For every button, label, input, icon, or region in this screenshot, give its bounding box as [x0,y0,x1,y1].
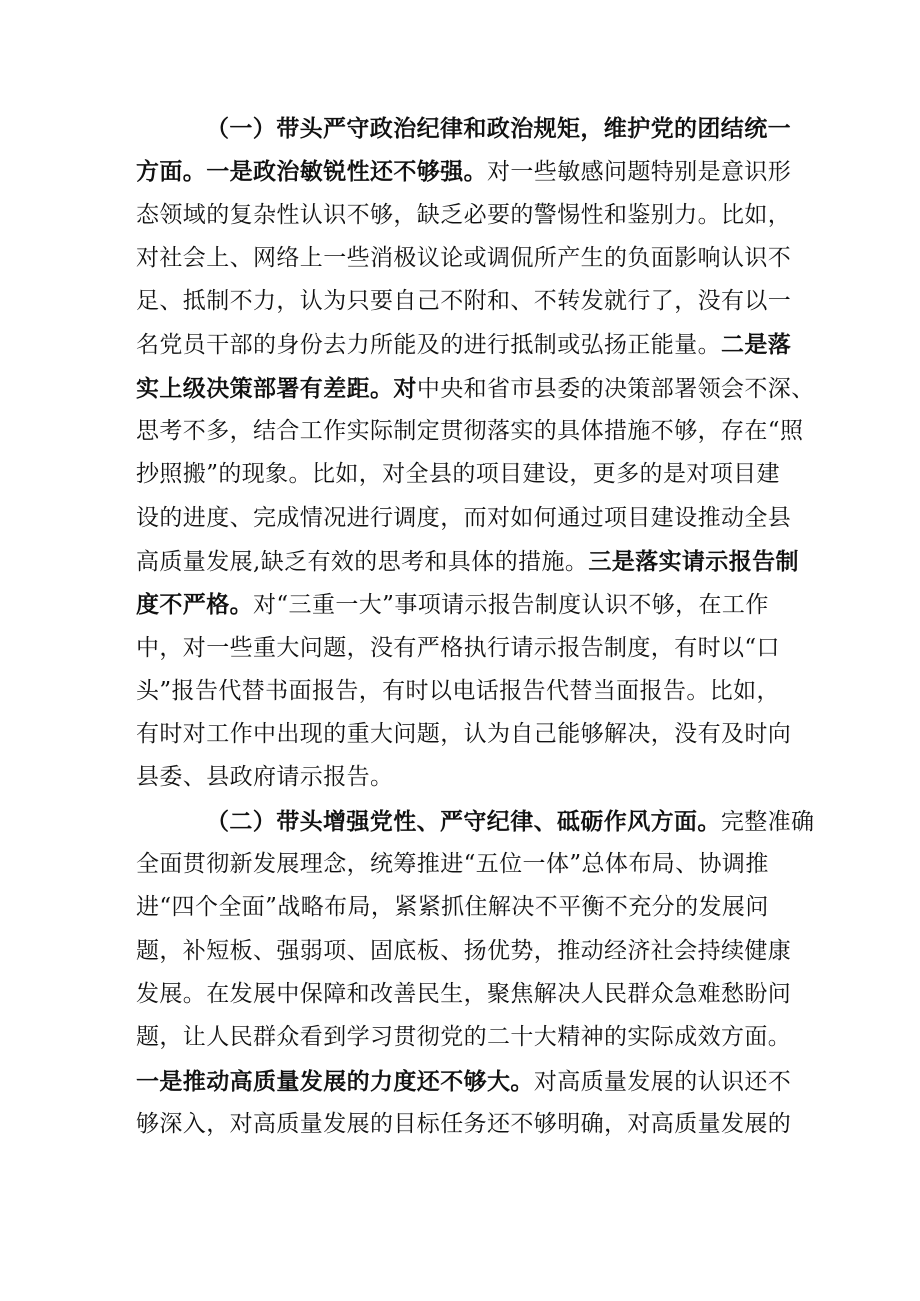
text-segment: 名党员干部的身份去力所能及的进行抵制或弘扬正能量。 [136,332,721,359]
text-segment: 头”报告代替书面报告，有时以电话报告代替当面报告。比如， [136,677,780,704]
text-line [136,497,792,540]
text-segment: 县委、县政府请示报告。 [136,764,394,791]
text-segment: 完整准确 [720,808,815,835]
bold-text-segment: 方面。一是政治敏锐性还不够强。 [136,158,487,186]
text-line [136,453,788,496]
text-segment: 抄照搬”的现象。比如，对全县的项目建设，更多的是对项目建 [136,461,780,488]
text-segment: 设的进度、完成情况进行调度，而对如何通过项目建设推动全县 [136,504,792,531]
document-body [136,107,815,1146]
text-line [136,1103,792,1146]
text-segment: 有时对工作中出现的重大问题，认为自己能够解决，没有及时向 [136,721,792,748]
text-segment: 足、抵制不力，认为只要自己不附和、不转发就行了，没有以一 [136,288,792,315]
bold-text-segment: 度不严格。 [136,591,253,619]
text-line [136,540,799,583]
bold-text-segment: 三是落实请示报告制 [588,547,799,575]
text-line [136,107,791,150]
text-line [136,367,815,410]
text-segment: 高质量发展,缺乏有效的思考和具体的措施。 [136,548,589,575]
text-line [136,280,792,323]
text-segment: 对“三重一大”事项请示报告制度认识不够，在工作 [253,592,769,619]
text-segment: 进“四个全面”战略布局，紧紧抓住解决不平衡不充分的发展问 [136,894,769,921]
text-line [136,627,788,670]
text-segment: 题，补短板、强弱项、固底板、扬优势，推动经济社会持续健康 [136,937,792,964]
text-line [136,583,788,626]
bold-text-segment: （二）带头增强党性、严守纪律、砥砺作风方面。 [206,807,721,835]
bold-text-segment: （一）带头严守政治纪律和政治规矩，维护党的团结统一 [206,115,791,142]
text-segment: 思考不多，结合工作实际制定贯彻落实的具体措施不够，存在“照 [136,418,804,445]
text-line [136,1016,792,1059]
text-segment: 中，对一些重大问题，没有严格执行请示报告制度，有时以“口 [136,634,780,661]
text-segment: 够深入，对高质量发展的目标任务还不够明确，对高质量发展的 [136,1110,792,1137]
text-line [136,886,788,929]
text-segment: 中央和省市县委的决策部署领会不深、 [416,375,815,402]
text-line [136,237,792,280]
text-segment: 态领域的复杂性认识不够，缺乏必要的警惕性和鉴别力。比如， [136,201,792,228]
text-line [136,150,792,193]
text-line [136,713,792,756]
text-line [136,973,792,1016]
text-segment: 对一些敏感问题特别是意识形 [487,159,792,186]
text-segment: 对高质量发展的认识还不 [533,1068,792,1095]
text-line [136,410,804,453]
text-segment: 对社会上、网络上一些消极议论或调侃所产生的负面影响认识不 [136,244,792,271]
bold-text-segment: 实上级决策部署有差距。对 [136,374,417,402]
text-line [136,843,788,886]
text-line [136,930,792,973]
text-line [136,670,788,713]
text-line [136,194,792,237]
text-segment: 发展。在发展中保障和改善民生，聚焦解决人民群众急难愁盼问 [136,980,792,1007]
text-line [136,800,815,843]
bold-text-segment: 一是推动高质量发展的力度还不够大。 [136,1067,534,1095]
text-segment: 全面贯彻新发展理念，统筹推进“五位一体”总体布局、协调推 [136,851,769,878]
bold-text-segment: 二是落 [721,331,792,359]
text-line [136,1060,792,1103]
text-line [136,323,792,366]
text-line [136,756,788,799]
text-segment: 题，让人民群众看到学习贯彻党的二十大精神的实际成效方面。 [136,1024,792,1051]
